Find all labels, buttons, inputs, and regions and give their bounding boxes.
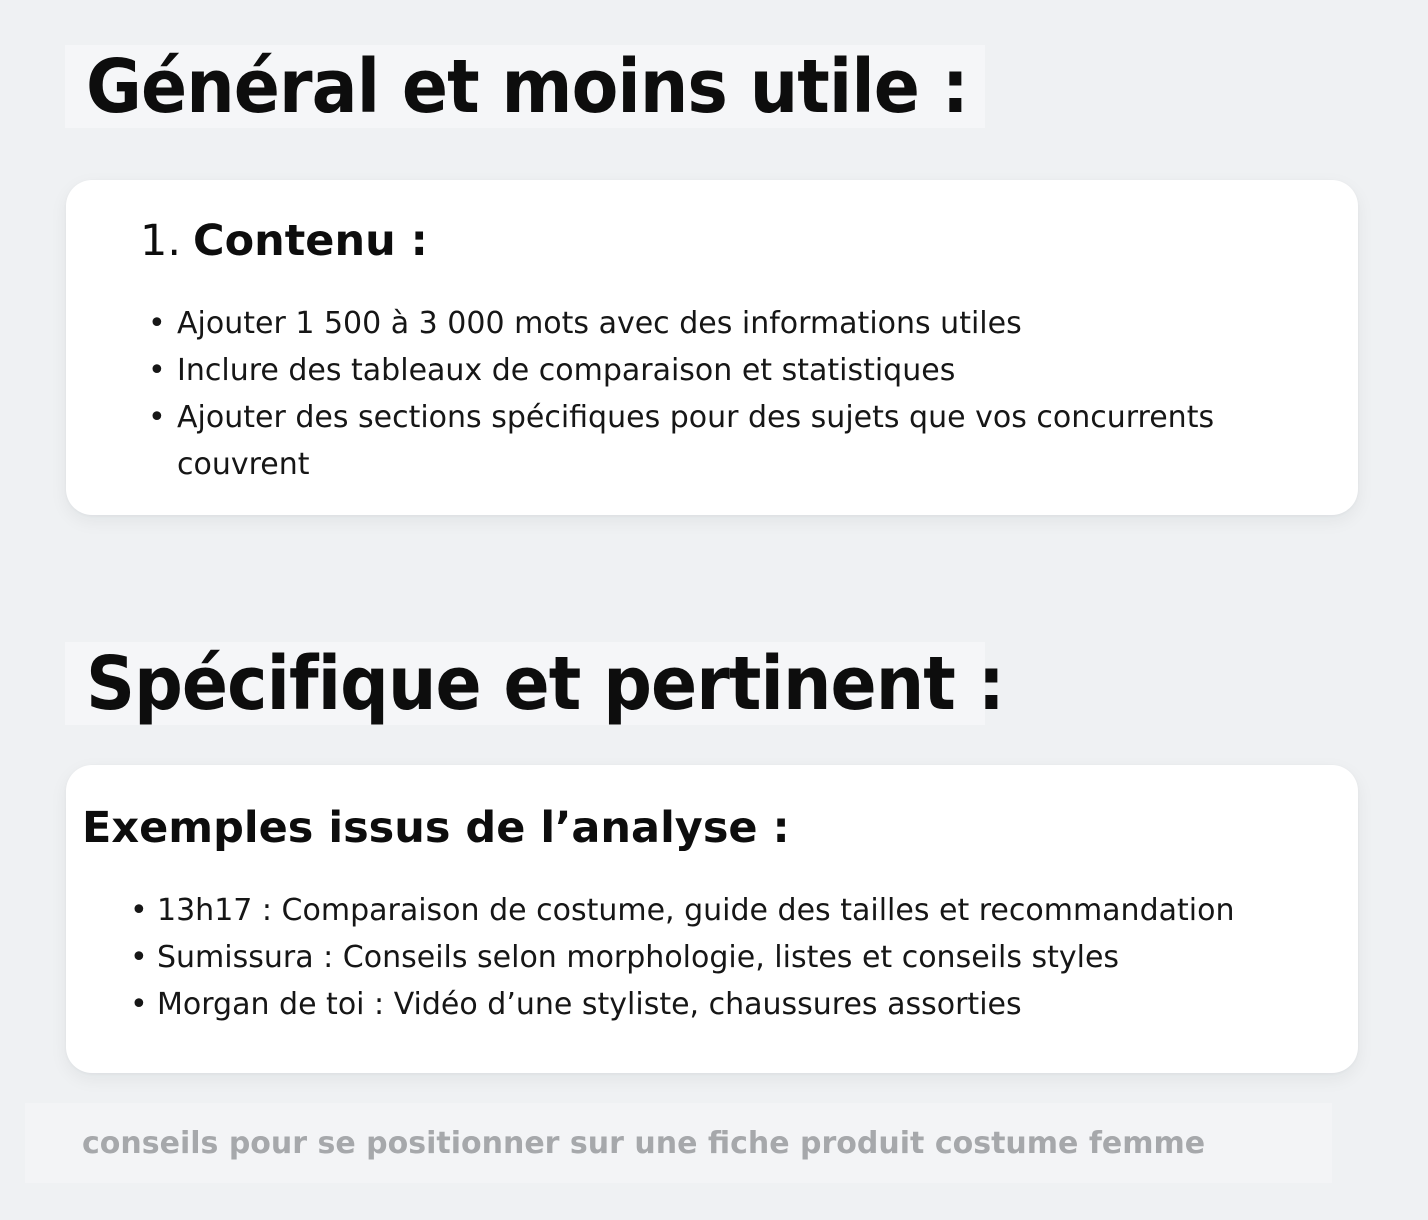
card-exemples-bullet-list (130, 887, 1318, 1028)
card-contenu-title-text: Contenu : (193, 216, 428, 266)
card-contenu-title (140, 216, 1318, 266)
card-exemples-title (82, 803, 1318, 853)
section-heading-specifique (65, 640, 1005, 727)
card-contenu-number: 1. (140, 216, 182, 266)
footer-strip (25, 1103, 1332, 1183)
section-heading-general (65, 45, 985, 128)
list-item: • Ajouter des sections spécifiques pour des sujets que vos concurrents couvrent (140, 394, 1317, 488)
card-exemples (66, 765, 1358, 1073)
card-contenu (66, 180, 1358, 515)
section-heading-specifique-text: Spécifique et pertinent : (86, 640, 1005, 727)
list-item: • Morgan de toi : Vidéo d’une styliste, chaussures assorties (130, 981, 1318, 1028)
footer-caption: conseils pour se positionner sur une fiche produit costume femme (82, 1125, 1206, 1161)
list-item: • 13h17 : Comparaison de costume, guide des tailles et recommandation (130, 887, 1318, 934)
card-contenu-bullet-list (140, 300, 1318, 488)
list-item: • Sumissura : Conseils selon morphologie, listes et conseils styles (130, 934, 1318, 981)
section-heading-general-text: Général et moins utile : (86, 43, 969, 130)
list-item: • Inclure des tableaux de comparaison et statistiques (140, 347, 1317, 394)
list-item: • Ajouter 1 500 à 3 000 mots avec des informations utiles (140, 300, 1317, 347)
card-exemples-title-text: Exemples issus de l’analyse : (82, 803, 790, 853)
